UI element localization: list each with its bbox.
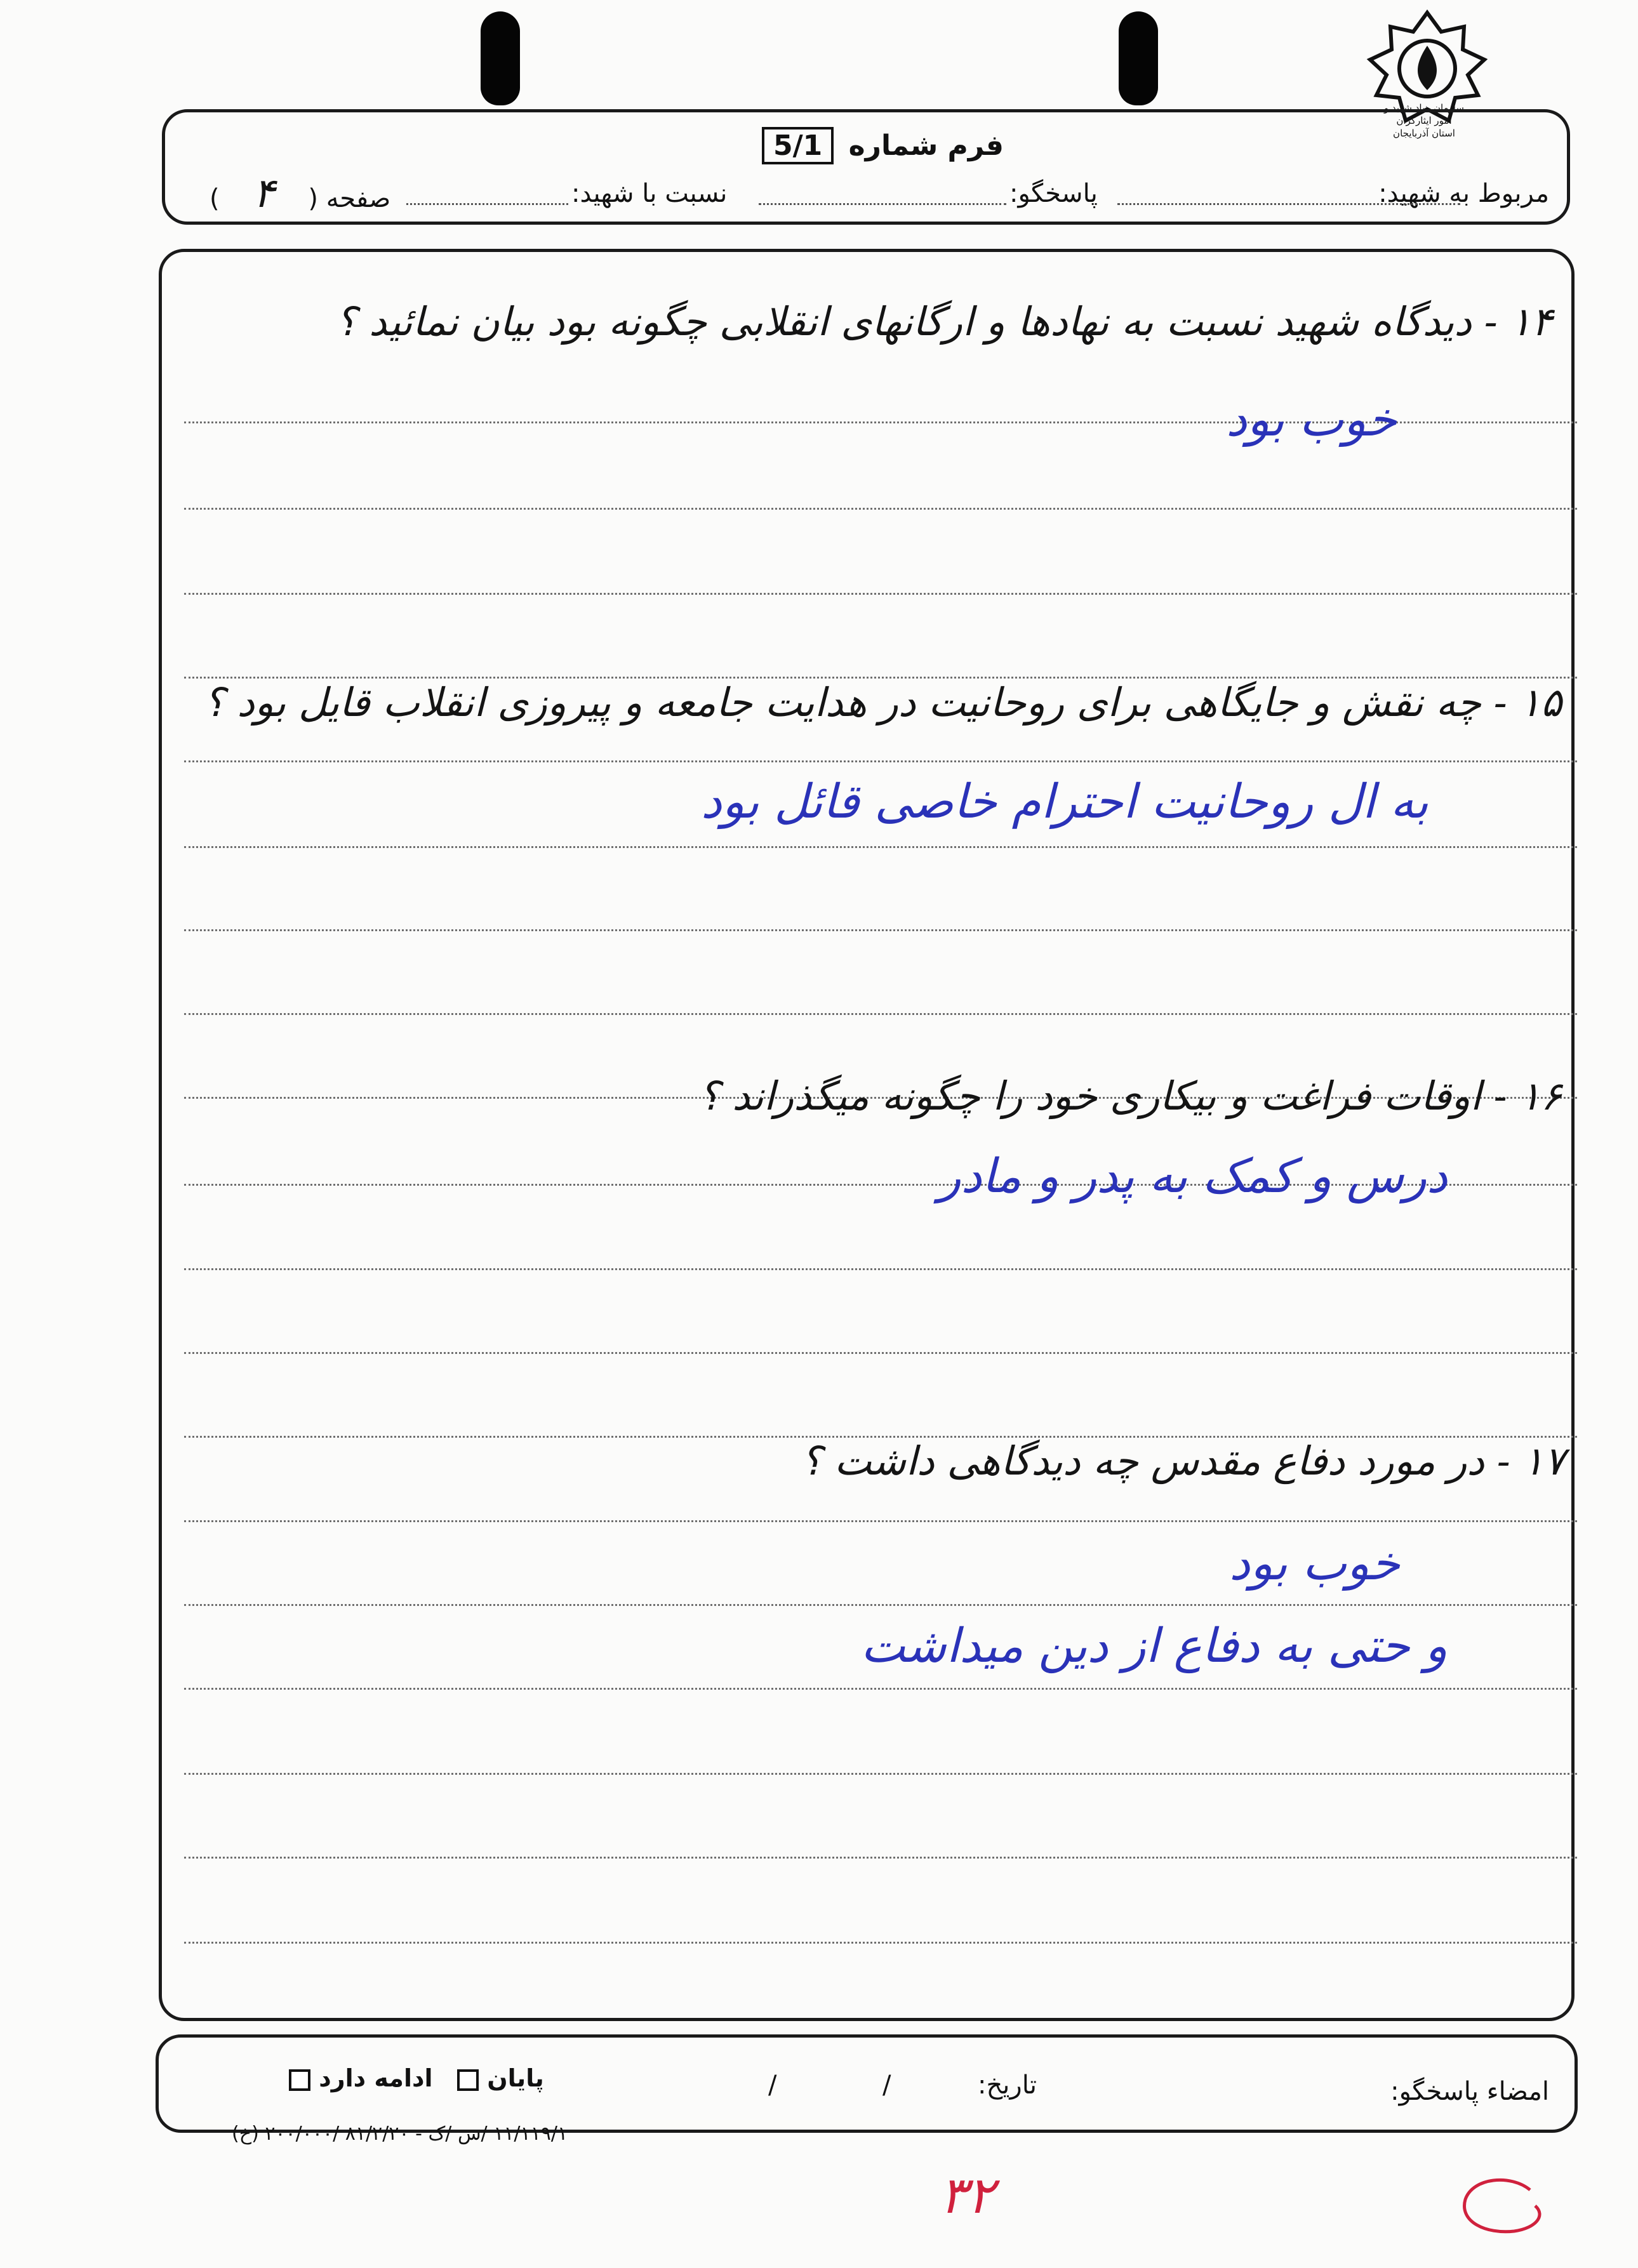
continue-label: ادامه دارد — [319, 2064, 433, 2092]
answer-16: درس و کمک به پدر و مادر — [938, 1149, 1448, 1204]
continue-option[interactable] — [289, 2064, 433, 2092]
respondent-field[interactable] — [1009, 179, 1098, 208]
date-field[interactable] — [978, 2071, 1037, 2100]
martyr-label: مربوط به شهید: — [1378, 179, 1549, 208]
respondent-label: پاسخگو: — [1009, 179, 1098, 208]
ruled-line — [184, 1942, 1577, 1944]
ruled-line — [184, 1604, 1577, 1606]
question-16: ۱۶ - اوقات فراغت و بیکاری خود را چگونه میگذراند ؟ — [698, 1073, 1562, 1119]
ruled-line — [184, 1520, 1577, 1522]
ruled-line — [184, 1773, 1577, 1775]
martyr-dotted-line — [1117, 203, 1460, 205]
ruled-line — [184, 846, 1577, 848]
page-mark: ۳۲ — [940, 2166, 994, 2225]
answer-15: به ال روحانیت احترام خاصی قائل بود — [700, 774, 1428, 829]
ruled-line — [184, 677, 1577, 679]
circle-scribble-icon — [1454, 2171, 1549, 2241]
ruled-line — [184, 508, 1577, 510]
date-separator: / — [882, 2071, 891, 2100]
form-title — [762, 127, 1004, 164]
questions-box — [159, 249, 1575, 2021]
question-17: ۱۷ - در مورد دفاع مقدس چه دیدگاهی داشت ؟ — [801, 1438, 1565, 1484]
logo-caption-line2: استان آذربایجان — [1393, 128, 1455, 139]
page-label: صفحه — [326, 184, 391, 213]
ruled-line — [184, 1352, 1577, 1354]
page-field: صفحه ( ۴ ) — [210, 170, 391, 217]
logo-caption-line1: سازمان بنیاد شهید و امور ایثارگران — [1384, 102, 1464, 126]
form-label: فرم شماره — [848, 129, 1004, 162]
end-option[interactable] — [457, 2064, 544, 2092]
ruled-line — [184, 1857, 1577, 1859]
binder-hole-right — [1119, 11, 1158, 105]
continue-checkbox[interactable] — [289, 2069, 310, 2091]
relation-field[interactable] — [571, 179, 727, 208]
respondent-dotted-line — [759, 203, 1006, 205]
ruled-line — [184, 1268, 1577, 1270]
relation-dotted-line — [406, 203, 568, 205]
ruled-line — [184, 1688, 1577, 1690]
page-number: ۴ — [253, 170, 275, 217]
signature-label: امضاء پاسخگو: — [1390, 2077, 1549, 2106]
answer-17-line1: خوب بود — [1229, 1536, 1400, 1591]
question-14: ۱۴ - دیدگاه شهید نسبت به نهادها و ارگانهای انقلابی چگونه بود بیان نمائید ؟ — [335, 298, 1552, 345]
date-separator: / — [768, 2071, 777, 2100]
relation-label: نسبت با شهید: — [571, 179, 728, 208]
ruled-line — [184, 593, 1577, 595]
end-label: پایان — [487, 2064, 544, 2092]
binder-hole-left — [481, 11, 520, 105]
red-circle-mark — [1454, 2171, 1549, 2241]
date-label: تاریخ: — [978, 2071, 1037, 2100]
form-number: 5/1 — [762, 127, 834, 164]
ruled-line — [184, 760, 1577, 762]
answer-17-line2: و حتی به دفاع از دین میداشت — [860, 1619, 1448, 1673]
answer-14: خوب بود — [1226, 392, 1397, 447]
question-15: ۱۵ - چه نقش و جایگاهی برای روحانیت در هدایت جامعه و پیروزی انقلاب قایل بود ؟ — [203, 679, 1562, 726]
ruled-line — [184, 1013, 1577, 1015]
end-checkbox[interactable] — [457, 2069, 479, 2091]
ruled-line — [184, 929, 1577, 931]
form-code: ۱۱/۱۱۹/۱ /س /ک - ۸۱/۲/۲۰ /۲۰۰/۰۰۰ (خ) — [232, 2123, 568, 2145]
signature-field[interactable] — [1390, 2077, 1549, 2106]
